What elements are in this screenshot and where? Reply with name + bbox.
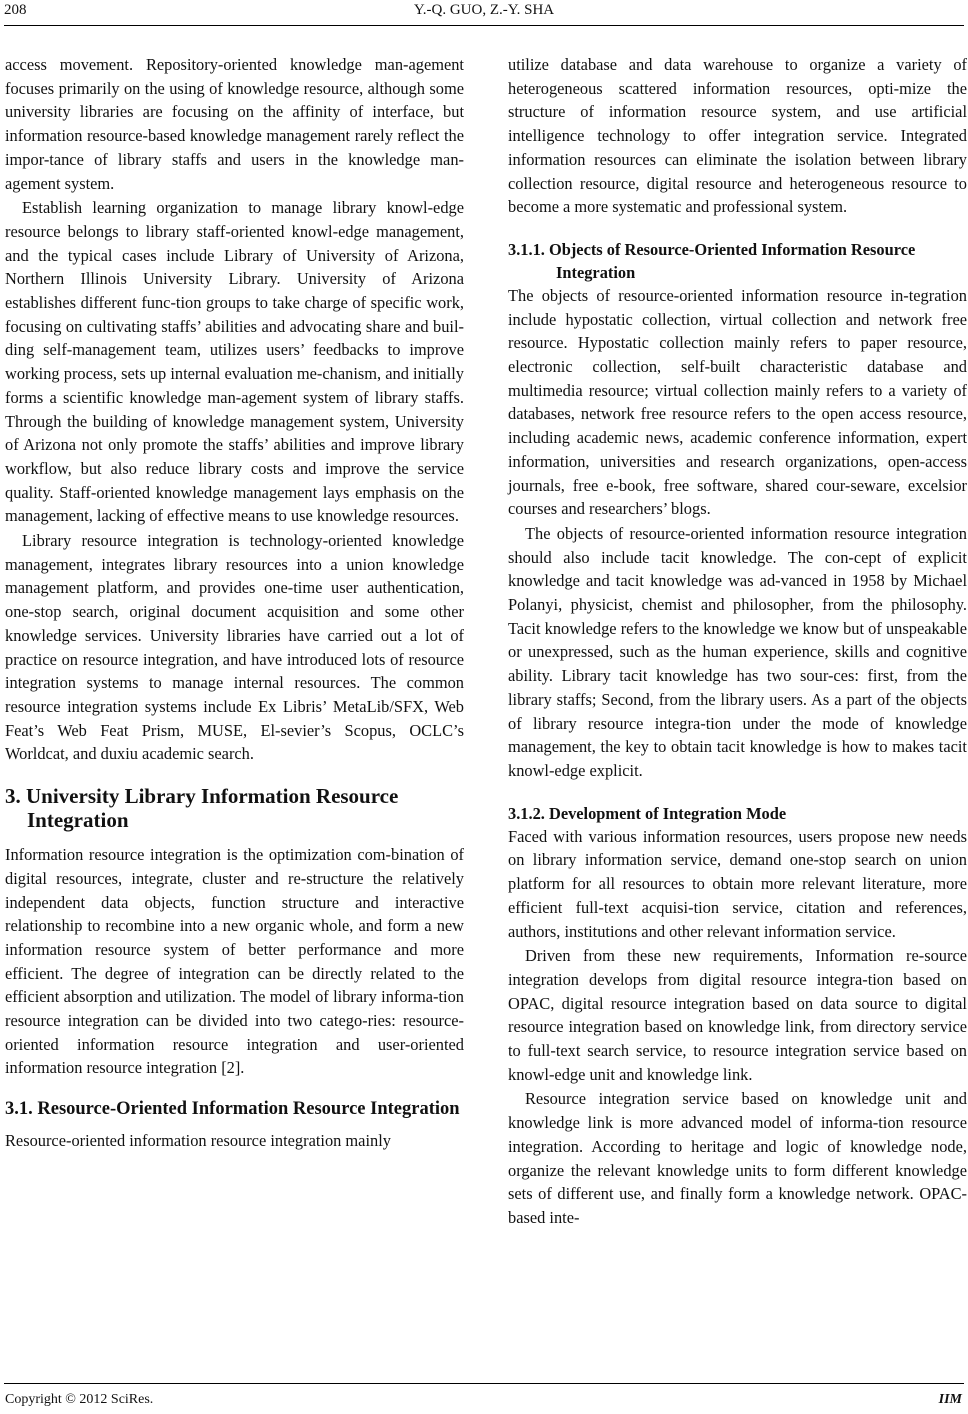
paragraph: utilize database and data warehouse to organize a variety of heterogeneous scattered information resources, opti-mize the structure of information resource system, and use artificial intelligence technology to offer integration service. Integrated information resources can eliminate the isolation between library collection resource, digital resource and heterogeneous resource to become a more systematic and professional system. [508, 55, 967, 217]
paragraph: Library resource integration is technology-oriented knowledge management, integrates library resources into a union knowledge management platform, and provides one-time user authentication, one-stop search, original document acquisition and some other knowledge services. University libraries have carried out a lot of practice on resource integration, and have introduced lots of resource integration systems to manage internal resources. The common resource integration systems include Ex Libris’ MetaLib/SFX, Web Feat’s Web Feat Prism, MUSE, El-sevier’s Scopus, OCLC’s Worldcat, and duxiu academic search. [5, 531, 464, 764]
header-rule [4, 25, 964, 26]
paragraph: Information resource integration is the optimization com-bination of digital resources, integrate, cluster and re-structure the relatively independent data objects, function structure and interactive relationship to recombine into a new organic whole, and form a new information resource system of better performance and more efficient. The degree of integration can be directly related to the efficient absorption and utilization. The model of library informa-tion resource integration can be divided into two catego-ries: resource-oriented information resource integration and user-oriented information resource integration [2]. [5, 845, 464, 1078]
paragraph: The objects of resource-oriented information resource in-tegration include hypostatic collection, virtual collection and network free resource. Hypostatic collection mainly refers to paper resource, electronic collection, self-built characteristic database and multimedia resource; virtual collection mainly refers to a variety of databases, network free resource refers to the open access resource, including academic news, academic conference information, expert information, universities and research organizations, open-access journals, free e-book, free software, shared cour-seware, excelsior courses and researchers’ blogs. [508, 285, 967, 519]
paragraph: Driven from these new requirements, Information re-source integration develops from digital resource integra-tion based on OPAC, digital resource integration based on data source to digital resource integration based on knowledge link, from directory service to full-text search service, to resource integration service based on knowl-edge unit and knowledge link. [508, 946, 967, 1084]
subsubsection-heading: 3.1.1. Objects of Resource-Oriented Information Resource Integration [508, 239, 916, 282]
left-column [5, 53, 464, 1153]
journal-abbreviation: IIM [938, 1392, 962, 1407]
paragraph: Establish learning organization to manage library knowl-edge resource belongs to library staff-oriented knowl-edge management, and the typical cases include Library of University of Arizona, Northern Illinois University Library. University of Arizona establishes different func-tion groups to take charge of specific work, focusing on cultivating staffs’ abilities and advocating share and buil-ding self-management team, utilizes users’ feedbacks to improve working process, sets up internal evaluation me-chanism, and initially forms a scientific knowledge man-agement system of library staffs. Through the building of knowledge management system, University of Arizona not only promote the staffs’ abilities and improve library workflow, but also reduce library costs and improve the service quality. Staff-oriented knowledge management lays emphasis on the management, lacking of effective means to use knowledge resources. [5, 198, 464, 526]
paragraph: Faced with various information resources, users propose new needs on library information service, demand one-stop search on union platform for all resources to obtain more relevant literature, more efficient full-text acquisi-tion service, citation and references, authors, institutions and other relevant information service. [508, 826, 967, 941]
paragraph: The objects of resource-oriented information resource integration should also include tacit knowledge. The con-cept of explicit knowledge and tacit knowledge was ad-vanced in 1958 by Michael Polanyi, physicist, chemist and philosopher, from the philosophy. Tacit knowledge refers to the knowledge we know but of unspeakable or unexpressed, such as the human experience, skills and cognitive ability. Library tacit knowledge has two sour-ces: first, from the library staffs; Second, from the library users. As a part of the objects of library resource integra-tion under the mode of knowledge management, the key to obtain tacit knowledge is how to makes tacit knowl-edge explicit. [508, 523, 967, 780]
page-number: 208 [4, 2, 27, 18]
right-column [508, 53, 967, 1230]
subsubsection-heading: 3.1.2. Development of Integration Mode [508, 803, 787, 823]
copyright-notice: Copyright © 2012 SciRes. [5, 1392, 154, 1407]
subsection-heading: 3.1. Resource-Oriented Information Resource Integration [5, 1099, 460, 1120]
paragraph: Resource-oriented information resource integration mainly [5, 1131, 391, 1151]
page-header [0, 0, 968, 26]
section-heading: 3. University Library Information Resource Integration [5, 784, 399, 833]
paragraph: access movement. Repository-oriented knowledge man-agement focuses primarily on the using of knowledge resource, although some university libraries are focusing on the affinity of interface, but information resource-based knowledge management rarely reflect the impor-tance of library staffs and users in the knowledge man-agement system. [5, 55, 464, 193]
footer-rule [4, 1383, 964, 1384]
running-head: Y.-Q. GUO, Z.-Y. SHA [413, 2, 555, 18]
paragraph: Resource integration service based on knowledge unit and knowledge link is more advanced model of informa-tion resource integration. According to heritage and logic of knowledge node, organize the relevant knowledge units to form different knowledge sets of different use, and finally form a knowledge network. OPAC-based inte- [508, 1089, 967, 1227]
